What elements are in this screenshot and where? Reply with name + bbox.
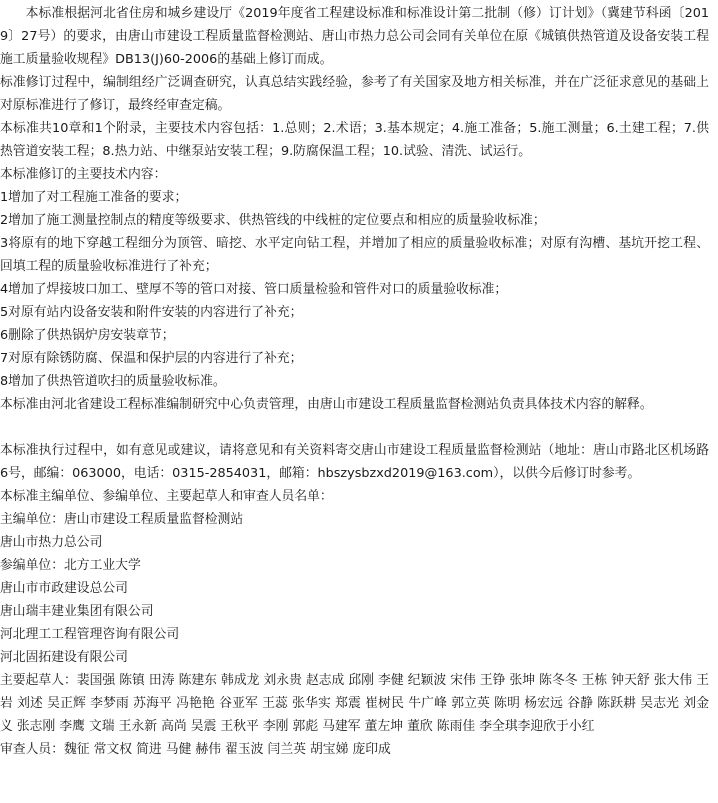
personnel-heading: 本标准主编单位、参编单位、主要起草人和审查人员名单： (0, 489, 333, 504)
participating-unit-3: 唐山瑞丰建业集团有限公司 (0, 604, 154, 619)
chief-editor-unit-2: 唐山市热力总公司 (0, 535, 103, 550)
participating-unit-5: 河北固拓建设有限公司 (0, 650, 128, 665)
blank-line (0, 416, 709, 439)
chief-editor-unit: 主编单位：唐山市建设工程质量监督检测站 (0, 512, 244, 527)
revision-item-4: 4增加了焊接坡口加工、壁厚不等的管口对接、管口质量检验和管件对口的质量验收标准； (0, 282, 508, 297)
revision-item-1: 1增加了对工程施工准备的要求； (0, 190, 188, 205)
revision-item-7: 7对原有除锈防腐、保温和保护层的内容进行了补充； (0, 351, 303, 366)
revision-item-8: 8增加了供热管道吹扫的质量验收标准。 (0, 374, 226, 389)
participating-unit-4: 河北理工工程管理咨询有限公司 (0, 627, 180, 642)
revision-item-2: 2增加了施工测量控制点的精度等级要求、供热管线的中线桩的定位要点和相应的质量验收标准； (0, 213, 546, 228)
participating-unit-2: 唐山市市政建设总公司 (0, 581, 128, 596)
management-paragraph: 本标准由河北省建设工程标准编制研究中心负责管理，由唐山市建设工程质量监督检测站负责具体技术内容的解释。 (0, 397, 653, 412)
participating-unit-1: 参编单位：北方工业大学 (0, 558, 141, 573)
revision-item-3: 3将原有的地下穿越工程细分为顶管、暗挖、水平定向钻工程，并增加了相应的质量验收标准；对原有沟槽、基坑开挖工程、回填工程的质量验收标准进行了补充； (0, 236, 709, 274)
revision-item-5: 5对原有站内设备安装和附件安装的内容进行了补充； (0, 305, 303, 320)
revision-items-heading: 本标准修订的主要技术内容： (0, 167, 167, 182)
technical-content-paragraph: 本标准共10章和1个附录，主要技术内容包括：1.总则；2.术语；3.基本规定；4.施工准备；5.施工测量；6.土建工程；7.供热管道安装工程；8.热力站、中继泵站安装工程；9.防腐保温工程；10.试验、清洗、试运行。 (0, 121, 709, 159)
revision-item-6: 6删除了供热锅炉房安装章节； (0, 328, 175, 343)
revision-process-paragraph: 标准修订过程中，编制组经广泛调查研究，认真总结实践经验，参考了有关国家及地方相关标准，并在广泛征求意见的基础上对原标准进行了修订，最终经审查定稿。 (0, 75, 709, 113)
feedback-paragraph: 本标准执行过程中，如有意见或建议，请将意见和有关资料寄交唐山市建设工程质量监督检测站（地址：唐山市路北区机场路6号，邮编：063000，电话：0315-2854031，邮箱：hbszysbzxd2019@163.com），以供今后修订时参考。 (0, 443, 709, 481)
main-drafters: 主要起草人：裴国强 陈镇 田涛 陈建东 韩成龙 刘永贵 赵志成 邱刚 李健 纪颖波 宋伟 王铮 张坤 陈冬冬 王栋 钟天舒 张大伟 王岩 刘述 吴正辉 李梦雨 苏海平 冯艳艳 谷亚军 王蕊 张华实 郑震 崔树民 牛广峰 郭立英 陈明 杨宏远 谷静 陈跃耕 吴志光 刘金义 张志刚 李鹰 文瑞 王永新 高尚 吴震 王秋平 李刚 郭彪 马建军 董左坤 董欣 陈雨佳 李全琪李迎欣于小红 (0, 673, 709, 734)
reviewers: 审查人员：魏征 常文权 简进 马健 赫伟 翟玉波 闫兰英 胡宝娣 庞印成 (0, 742, 391, 757)
preface-paragraph: 本标准根据河北省住房和城乡建设厅《2019年度省工程建设标准和标准设计第二批制（修）订计划》（冀建节科函〔2019〕27号）的要求，由唐山市建设工程质量监督检测站、唐山市热力总公司会同有关单位在原《城镇供热管道及设备安装工程施工质量验收规程》DB13(J)60-2006的基础上修订而成。 (0, 6, 709, 67)
